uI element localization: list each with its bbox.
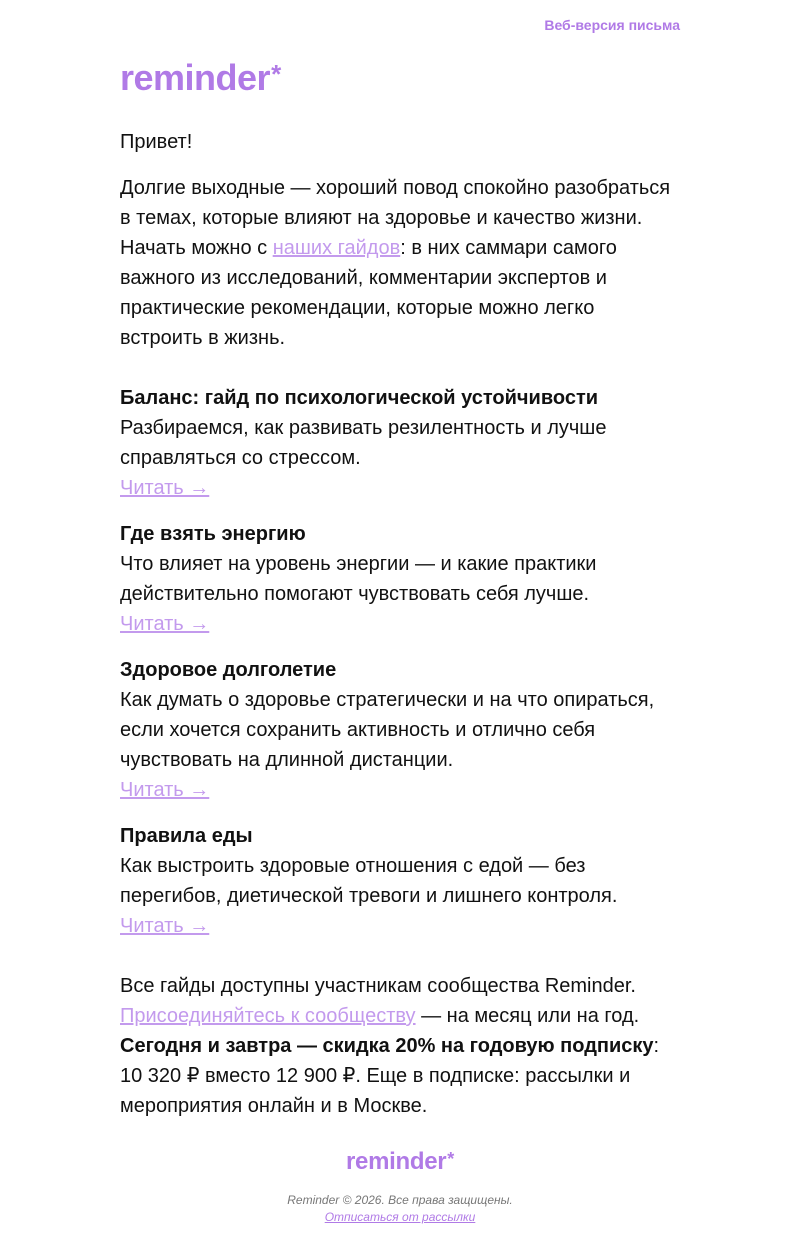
footer-logo: [0, 1148, 800, 1176]
greeting: Привет!: [120, 131, 193, 153]
copyright: Reminder © 2026. Все права защищены.: [287, 1193, 513, 1207]
intro-text-after: : в них саммари самого важного из исследований, комментарии экспертов и практические рекомендации, которые можно легко встроить в жизнь.: [120, 237, 617, 349]
logo-text: reminder: [120, 57, 271, 98]
guide-description: Что влияет на уровень энергии — и какие практики действительно помогают чувствовать себя лучше.: [120, 553, 597, 605]
web-version-link[interactable]: Веб-версия письма: [544, 17, 680, 33]
read-link[interactable]: Читать →: [120, 613, 210, 635]
unsubscribe-link[interactable]: Отписаться от рассылки: [324, 1210, 476, 1224]
guide-item-balance: [120, 383, 680, 503]
guide-item-longevity: [120, 655, 680, 805]
outro-line2: — на месяц или на год.: [415, 1005, 640, 1027]
guide-title: Баланс: гайд по психологической устойчивости: [120, 387, 599, 409]
join-community-link[interactable]: Присоединяйтесь к сообществу: [120, 1005, 416, 1027]
read-link[interactable]: Читать →: [120, 779, 210, 801]
footer-logo-text: reminder: [345, 1148, 447, 1175]
guide-title: Правила еды: [120, 825, 253, 847]
guide-description: Как думать о здоровье стратегически и на что опираться, если хочется сохранить активность и отлично себя чувствовать на длинной дистанции.: [120, 689, 655, 771]
reminder-logo: [120, 58, 281, 98]
discount-details: : 10 320 ₽ вместо 12 900 ₽. Еще в подписке: рассылки и мероприятия онлайн и в Москве.: [120, 1035, 660, 1117]
guides-link[interactable]: наших гайдов: [272, 237, 401, 259]
footer: [0, 1148, 800, 1226]
guide-item-energy: [120, 519, 680, 639]
intro-paragraph: [120, 173, 680, 353]
guide-item-food: [120, 821, 680, 941]
read-link[interactable]: Читать →: [120, 477, 210, 499]
outro-line1: Все гайды доступны участникам сообщества Reminder.: [120, 975, 636, 997]
guide-description: Как выстроить здоровые отношения с едой — без перегибов, диетической тревоги и лишнего контроля.: [120, 855, 618, 907]
asterisk-icon: *: [271, 59, 281, 89]
guide-description: Разбираемся, как развивать резилентность и лучше справляться со стрессом.: [120, 417, 607, 469]
outro-paragraph: [120, 971, 680, 1121]
asterisk-icon: *: [447, 1149, 455, 1169]
intro-text-before: Долгие выходные — хороший повод спокойно разобраться в темах, которые влияют на здоровье и качество жизни. Начать можно с: [120, 177, 671, 259]
read-link[interactable]: Читать →: [120, 915, 210, 937]
guide-title: Здоровое долголетие: [120, 659, 337, 681]
discount-headline: Сегодня и завтра — скидка 20% на годовую подписку: [120, 1035, 654, 1057]
guide-title: Где взять энергию: [120, 523, 306, 545]
